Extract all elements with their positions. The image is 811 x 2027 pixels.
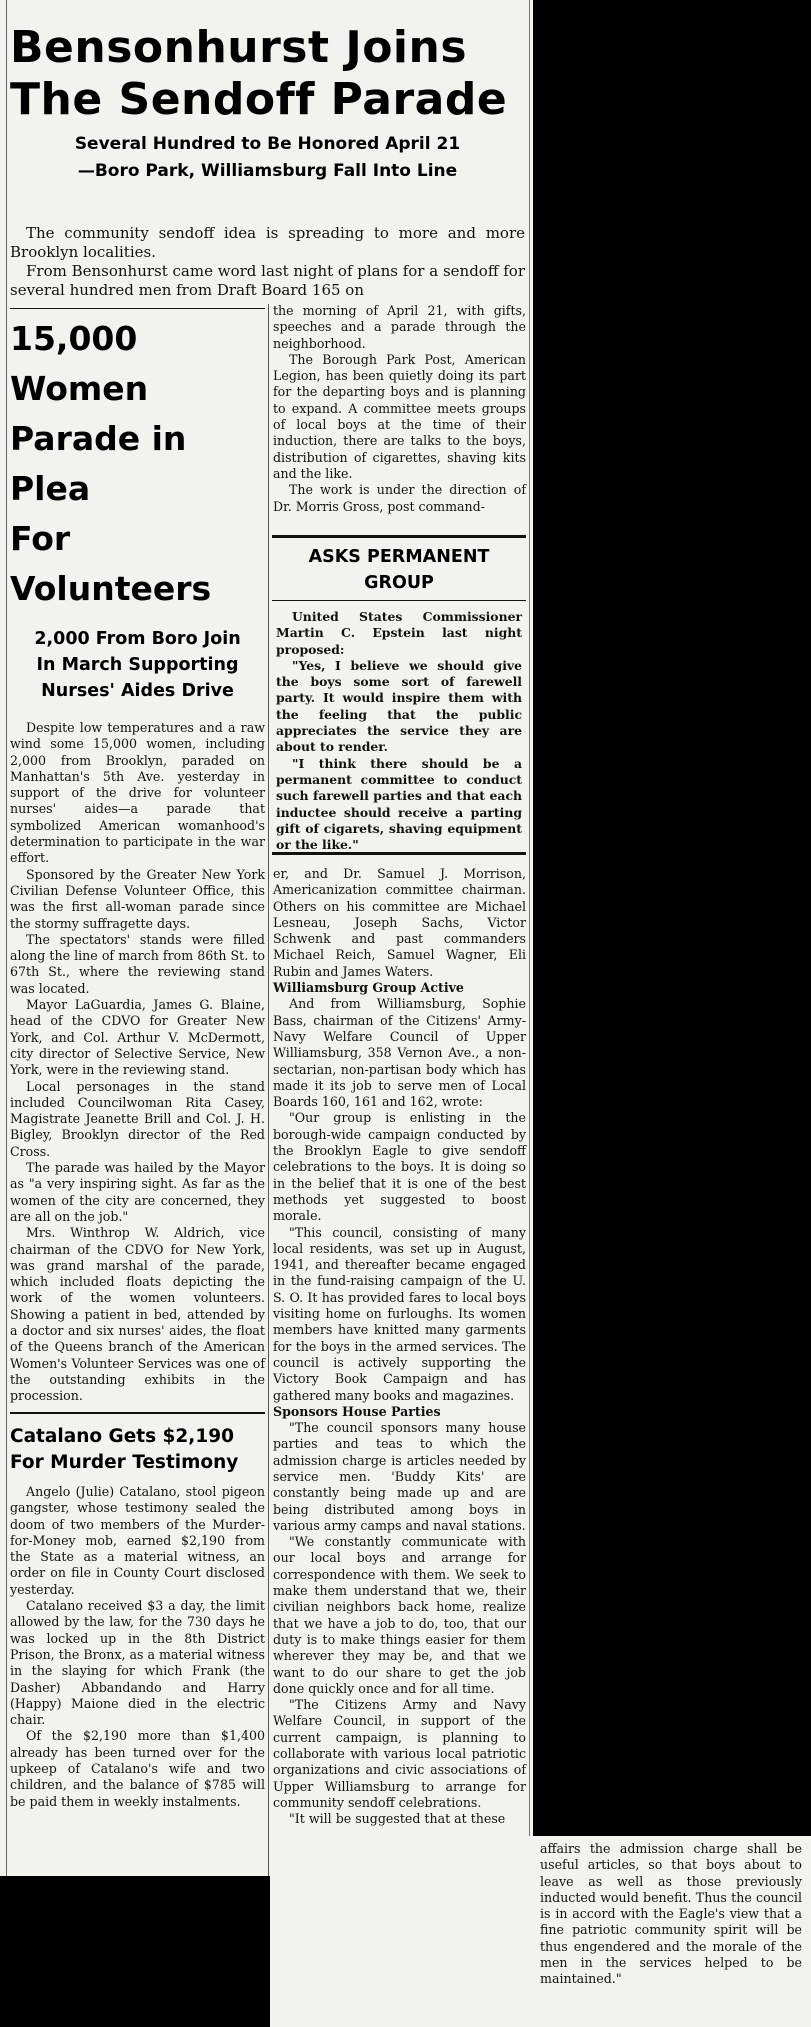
box-paragraph-3: "I think there should be a permanent committee to conduct such farewell parties and that each inductee should receive a parting gift of cigarets, shaving equipment or the like." xyxy=(276,755,522,853)
women-story xyxy=(10,314,265,1404)
continuation-column xyxy=(540,1841,802,2021)
women-paragraph-5: Local personages in the stand included Councilwoman Rita Casey, Magistrate Jeanette Brill and Col. J. H. Bigley, Brooklyn director of the Red Cross. xyxy=(10,1078,265,1159)
catalano-headline-line-1: Catalano Gets $2,190 xyxy=(10,1426,234,1447)
main-lead xyxy=(10,224,525,304)
catalano-paragraph-2: Catalano received $3 a day, the limit allowed by the law, for the 730 days he was locked up in the 8th District Prison, the Bronx, as a material witness in the slaying for which Frank (the Dasher) Abbandando and Harry (Happy) Maione died in the electric chair. xyxy=(10,1598,265,1728)
sponsors-subhead: Sponsors House Parties xyxy=(273,1403,441,1419)
sendoff-continued-bottom xyxy=(273,866,526,2021)
sponsors-paragraph-1: "The council sponsors many house parties and teas to which the admission charge is articles needed by service men. 'Buddy Kits' are constantly being made up and are being distributed among boys in various army camps and naval stations. xyxy=(273,1420,526,1533)
women-paragraph-4: Mayor LaGuardia, James G. Blaine, head of the CDVO for Greater New York, and Col. Arthur V. McDermott, city director of Selective Service, New York, were in the reviewing stand. xyxy=(10,997,265,1078)
sendoff-paragraph-2: The Borough Park Post, American Legion, has been quietly doing its part for the departing boys and is planning to expand. A committee meets groups of local boys at the time of their induction, there are talks to the boys, distribution of cigarettes, shaving kits and the like. xyxy=(273,351,526,481)
women-paragraph-7: Mrs. Winthrop W. Aldrich, vice chairman of the CDVO for New York, was grand marshal of the parade, which included floats depicting the work of the women volunteers. Showing a patient in bed, attended by a doctor and six nurses' aides, the float of the Queens branch of the American Women's Volunteer Services was one of the outstanding exhibits in the procession. xyxy=(10,1225,265,1404)
box-paragraph-1: United States Commissioner Martin C. Epstein last night proposed: xyxy=(276,609,522,657)
women-paragraph-3: The spectators' stands were filled along the line of march from 86th St. to 67th St., where the reviewing stand was located. xyxy=(10,931,265,996)
catalano-headline-line-2: For Murder Testimony xyxy=(10,1452,239,1473)
williamsburg-paragraph-1: And from Williamsburg, Sophie Bass, chairman of the Citizens' Army-Navy Welfare Council of Upper Williamsburg, 358 Vernon Ave., a non-sectarian, non-partisan body which has made it its job to serve men of Local Boards 160, 161 and 162, wrote: xyxy=(273,996,526,1110)
women-paragraph-6: The parade was hailed by the Mayor as "a very inspiring sight. As far as the women of the city are concerned, they are all on the job." xyxy=(10,1160,265,1224)
continuation-paragraph: affairs the admission charge shall be useful articles, so that boys about to leave as well as those previously inducted would benefit. Thus the council is in accord with the Eagle's view that a fine patriotic community spirit will be thus engendered and the morale of the men in the services helped to be maintained." xyxy=(540,1841,802,1987)
women-headline-line-1: 15,000 Women xyxy=(10,319,149,408)
divider-women-catalano xyxy=(10,1412,265,1414)
box-title-rule xyxy=(272,600,526,601)
williamsburg-subhead: Williamsburg Group Active xyxy=(273,980,464,996)
lead-paragraph-2: From Bensonhurst came word last night of plans for a sendoff for several hundred men from Draft Board 165 on xyxy=(10,262,526,299)
left-edge-rule xyxy=(6,0,7,1876)
lead-paragraph-1: The community sendoff idea is spreading to more and more Brooklyn localities. xyxy=(10,224,525,261)
sponsors-paragraph-2: "We constantly communicate with our local boys and arrange for correspondence with them. We seek to make them understand that we, their civilian neighbors back home, realize that we have a job to do, too, that our duty is to make things easier for them wherever they may be, and that we want to do our share to get the job done quickly once and for all time. xyxy=(273,1534,526,1696)
catalano-paragraph-3: Of the $2,190 more than $1,400 already has been turned over for the upkeep of Catalano's wife and two children, and the balance of $785 will be paid them in weekly instalments. xyxy=(10,1728,265,1809)
box-bottom-rule xyxy=(272,852,526,855)
sendoff-continued-top xyxy=(273,303,526,525)
main-headline-line-1: Bensonhurst Joins xyxy=(10,22,468,73)
box-top-rule xyxy=(272,535,526,538)
sponsors-paragraph-4: "It will be suggested that at these xyxy=(289,1811,506,1827)
asks-permanent-group-box xyxy=(272,544,526,853)
main-subhead-line-1: Several Hundred to Be Honored April 21 xyxy=(74,134,461,154)
main-subhead-line-2: —Boro Park, Williamsburg Fall Into Line xyxy=(77,161,458,181)
women-subhead-line-3: Nurses' Aides Drive xyxy=(41,681,234,701)
box-paragraph-2: "Yes, I believe we should give the boys some sort of farewell party. It would inspire them with the feeling that the public appreciates the service they are about to render. xyxy=(276,657,522,755)
catalano-story xyxy=(10,1424,265,1874)
williamsburg-paragraph-2: "Our group is enlisting in the borough-wide campaign conducted by the Brooklyn Eagle to give sendoff celebrations to the boys. It is doing so in the belief that it is one of the best methods yet suggested to boost morale. xyxy=(273,1110,526,1224)
main-headline-block xyxy=(10,22,525,181)
women-subhead-line-1: 2,000 From Boro Join xyxy=(34,629,241,649)
divider-left-top xyxy=(10,308,265,309)
women-headline-line-2: Parade in Plea xyxy=(10,419,187,508)
column-divider xyxy=(268,304,269,1876)
women-paragraph-2: Sponsored by the Greater New York Civilian Defense Volunteer Office, this was the first all-woman parade since the stormy suffragette days. xyxy=(10,866,265,931)
women-paragraph-1: Despite low temperatures and a raw wind some 15,000 women, including 2,000 from Brooklyn, paraded on Manhattan's 5th Ave. yesterday in support of the drive for volunteer nurses' aides—a parade that symbolized American womanhood's determination to participate in the war effort. xyxy=(10,720,265,866)
sendoff-paragraph-1: the morning of April 21, with gifts, speeches and a parade through the neighborhood. xyxy=(273,303,526,351)
main-headline-line-2: The Sendoff Parade xyxy=(10,74,508,125)
sendoff-paragraph-4: er, and Dr. Samuel J. Morrison, Americanization committee chairman. Others on his committee are Michael Lesneau, Joseph Sachs, Victor Schwenk and past commanders Michael Reich, Samuel Wagner, Eli Rubin and James Waters. xyxy=(273,866,526,979)
sendoff-paragraph-3: The work is under the direction of Dr. Morris Gross, post command- xyxy=(273,482,526,514)
sponsors-paragraph-3: "The Citizens Army and Navy Welfare Council, in support of the current campaign, is planning to collaborate with various local patriotic organizations and civic associations of Upper Williamsburg to arrange for community sendoff celebrations. xyxy=(273,1697,526,1810)
women-headline-line-3: For Volunteers xyxy=(10,519,212,608)
right-edge-rule xyxy=(529,0,530,1836)
catalano-paragraph-1: Angelo (Julie) Catalano, stool pigeon gangster, whose testimony sealed the doom of two members of the Murder-for-Money mob, earned $2,190 from the State as a material witness, an order on file in County Court disclosed yesterday. xyxy=(10,1484,265,1597)
women-subhead-line-2: In March Supporting xyxy=(36,655,239,675)
williamsburg-paragraph-3: "This council, consisting of many local residents, was set up in August, 1941, and thereafter became engaged in the fund-raising campaign of the U. S. O. It has provided fares to local boys visiting home on furloughs. Its women members have knitted many garments for the boys in the armed services. The council is actively supporting the Victory Book Campaign and has gathered many books and magazines. xyxy=(273,1224,526,1403)
box-title: ASKS PERMANENT GROUP xyxy=(308,547,490,593)
